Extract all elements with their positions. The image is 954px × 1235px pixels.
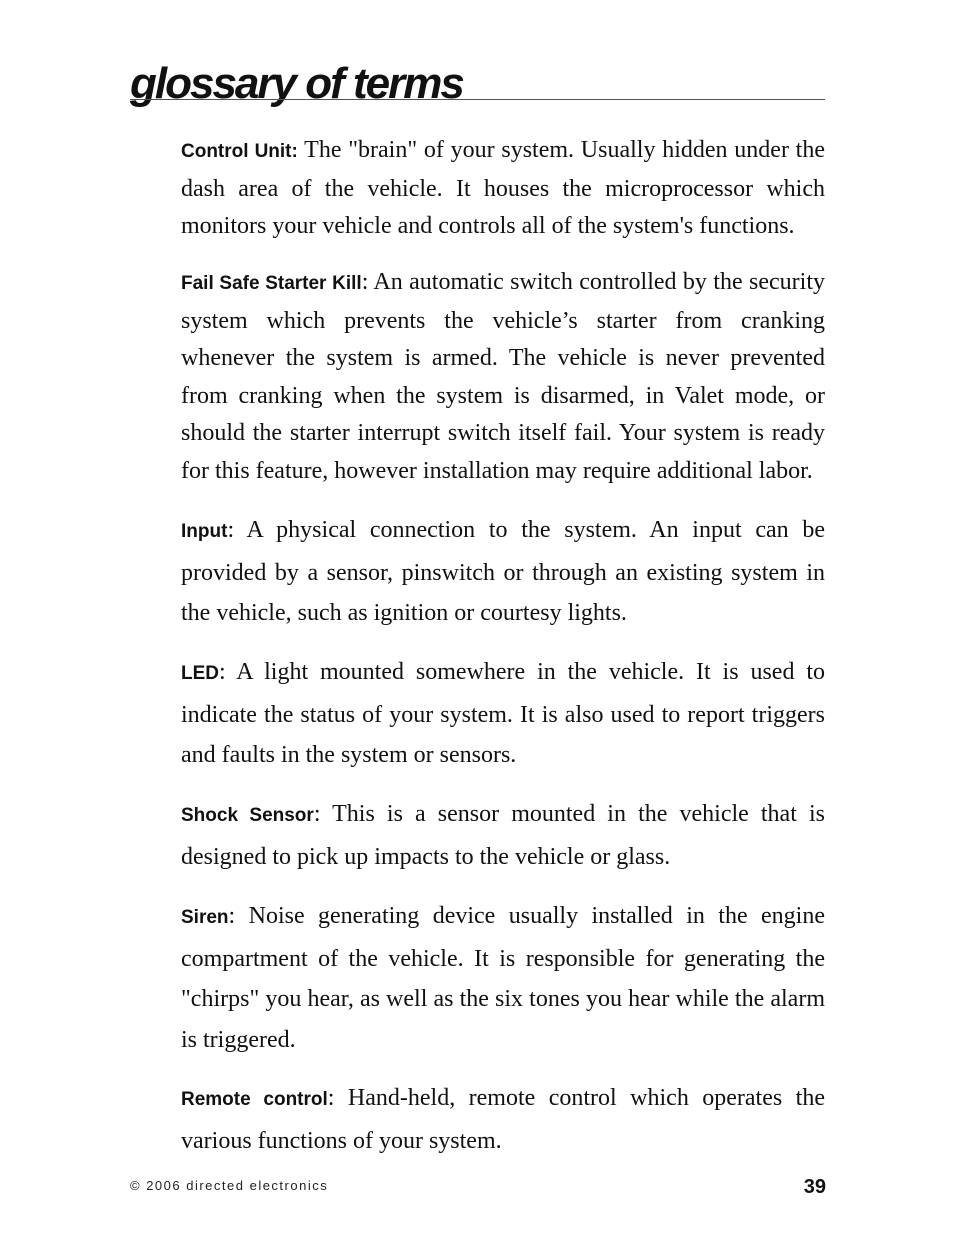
- glossary-term: Shock Sensor: [181, 805, 314, 826]
- glossary-definition: : A light mounted somewhere in the vehicle. It is used to indicate the status of your system. It is also used to report triggers and faults in the system or sensors.: [181, 659, 825, 768]
- glossary-definition: : A physical connection to the system. An input can be provided by a sensor, pinswitch or through an existing system in the vehicle, such as ignition or courtesy lights.: [181, 517, 825, 626]
- glossary-term: Input: [181, 521, 228, 542]
- glossary-term: Remote control: [181, 1089, 328, 1110]
- glossary-entry-shock-sensor: [181, 794, 825, 877]
- footer-copyright: © 2006 directed electronics: [130, 1178, 329, 1193]
- page-title: glossary of terms: [130, 59, 463, 108]
- glossary-entry-siren: [181, 896, 825, 1060]
- glossary-definition: : Hand-held, remote control which operates the various functions of your system.: [181, 1085, 825, 1154]
- glossary-term: Fail Safe Starter Kill: [181, 273, 362, 294]
- glossary-term: Siren: [181, 907, 229, 928]
- glossary-definition: The "brain" of your system. Usually hidden under the dash area of the vehicle. It houses the microprocessor which monitors your vehicle and controls all of the system's functions.: [181, 137, 826, 239]
- page-number: 39: [803, 1176, 826, 1198]
- glossary-definition: : This is a sensor mounted in the vehicle that is designed to pick up impacts to the vehicle or glass.: [181, 801, 825, 870]
- glossary-entry-input: [181, 510, 825, 634]
- glossary-entry-control-unit: [181, 132, 825, 246]
- glossary-term: LED: [181, 663, 219, 684]
- glossary-entry-led: [181, 652, 825, 776]
- glossary-definition: : Noise generating device usually installed in the engine compartment of the vehicle. It is responsible for generating the "chirps" you hear, as well as the six tones you hear while the alarm is triggered.: [181, 903, 825, 1053]
- glossary-entry-fail-safe-starter-kill: [181, 264, 825, 490]
- glossary-entry-remote-control: [181, 1078, 825, 1161]
- glossary-term: Control Unit:: [181, 141, 298, 162]
- title-rule: [130, 99, 825, 100]
- glossary-definition: : An automatic switch controlled by the security system which prevents the vehicle’s starter from cranking whenever the system is armed. The vehicle is never prevented from cranking when the system is disarmed, in Valet mode, or should the starter interrupt switch itself fail. Your system is ready for this feature, however installation may require additional labor.: [181, 269, 825, 484]
